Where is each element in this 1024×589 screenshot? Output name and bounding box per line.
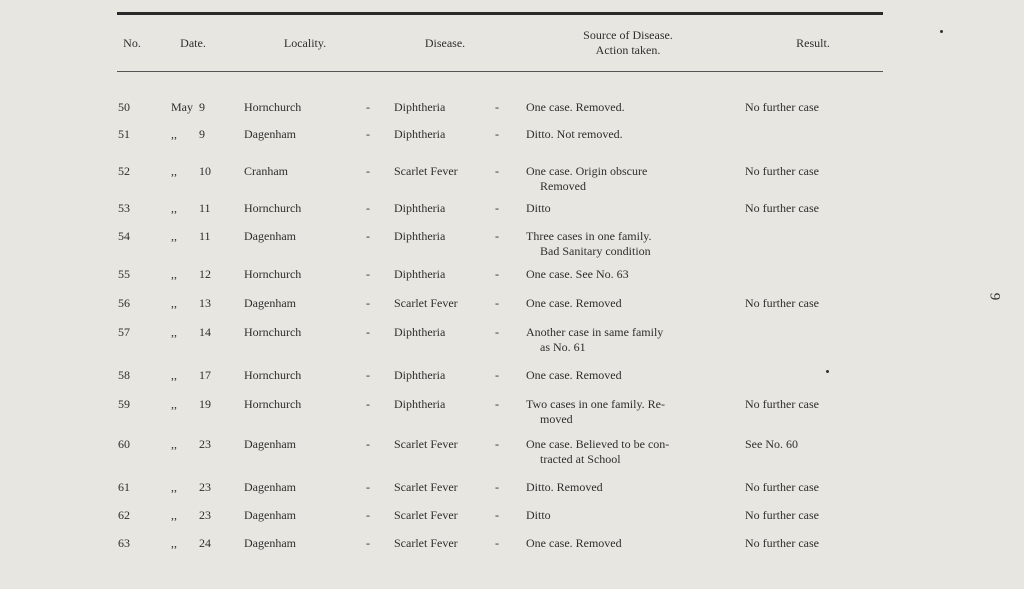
row-locality: Dagenham <box>244 437 296 451</box>
row-disease: Diphtheria <box>394 229 446 243</box>
row-dash: - <box>366 480 370 494</box>
row-day: 17 <box>199 368 211 382</box>
row-date-prefix: ,, <box>171 536 177 550</box>
row-dash: - <box>495 164 499 178</box>
row-dash: - <box>366 100 370 114</box>
row-result: No further case <box>745 508 819 522</box>
row-number: 57 <box>118 325 130 339</box>
row-number: 51 <box>118 127 130 141</box>
row-disease: Scarlet Fever <box>394 536 458 550</box>
row-dash: - <box>366 267 370 281</box>
row-disease: Diphtheria <box>394 325 446 339</box>
row-date-prefix: ,, <box>171 368 177 382</box>
row-locality: Dagenham <box>244 536 296 550</box>
row-source-line2: as No. 61 <box>540 340 586 354</box>
row-number: 56 <box>118 296 130 310</box>
row-dash: - <box>366 437 370 451</box>
row-number: 60 <box>118 437 130 451</box>
row-locality: Hornchurch <box>244 267 302 281</box>
row-source-line2: moved <box>540 412 573 426</box>
row-date-prefix: ,, <box>171 201 177 215</box>
header-date: Date. <box>180 36 206 50</box>
row-locality: Hornchurch <box>244 325 302 339</box>
row-number: 55 <box>118 267 130 281</box>
row-locality: Cranham <box>244 164 288 178</box>
row-source-line1: Ditto <box>526 508 551 522</box>
row-disease: Diphtheria <box>394 127 446 141</box>
row-disease: Scarlet Fever <box>394 508 458 522</box>
row-date-prefix: ,, <box>171 296 177 310</box>
top-rule <box>117 12 883 15</box>
row-locality: Dagenham <box>244 508 296 522</box>
row-dash: - <box>495 229 499 243</box>
row-dash: - <box>495 536 499 550</box>
row-dash: - <box>366 201 370 215</box>
row-day: 24 <box>199 536 211 550</box>
row-result: No further case <box>745 164 819 178</box>
row-dash: - <box>495 296 499 310</box>
row-result: No further case <box>745 536 819 550</box>
row-dash: - <box>495 508 499 522</box>
row-dash: - <box>366 164 370 178</box>
ink-speck <box>940 30 943 33</box>
row-number: 54 <box>118 229 130 243</box>
row-source-line1: One case. Removed <box>526 296 622 310</box>
row-source-line2: Bad Sanitary condition <box>540 244 651 258</box>
row-dash: - <box>495 127 499 141</box>
header-rule <box>117 71 883 72</box>
row-day: 23 <box>199 437 211 451</box>
row-day: 9 <box>199 127 205 141</box>
row-date-prefix: ,, <box>171 480 177 494</box>
row-source-line1: One case. Believed to be con- <box>526 437 670 451</box>
row-source-line2: Removed <box>540 179 586 193</box>
row-dash: - <box>495 437 499 451</box>
row-source-line1: Ditto. Not removed. <box>526 127 623 141</box>
row-day: 10 <box>199 164 211 178</box>
row-disease: Scarlet Fever <box>394 480 458 494</box>
row-disease: Diphtheria <box>394 368 446 382</box>
row-locality: Dagenham <box>244 127 296 141</box>
row-disease: Diphtheria <box>394 267 446 281</box>
row-date-prefix: ,, <box>171 164 177 178</box>
row-day: 11 <box>199 201 211 215</box>
row-source-line1: One case. Removed <box>526 536 622 550</box>
row-date-prefix: ,, <box>171 397 177 411</box>
row-dash: - <box>366 397 370 411</box>
row-disease: Scarlet Fever <box>394 296 458 310</box>
row-number: 61 <box>118 480 130 494</box>
row-date-prefix: May <box>171 100 193 114</box>
row-source-line1: Three cases in one family. <box>526 229 652 243</box>
row-disease: Diphtheria <box>394 397 446 411</box>
row-source-line1: One case. Origin obscure <box>526 164 648 178</box>
row-result: No further case <box>745 100 819 114</box>
row-day: 11 <box>199 229 211 243</box>
row-locality: Hornchurch <box>244 201 302 215</box>
header-source-line2: Action taken. <box>595 43 661 57</box>
row-disease: Diphtheria <box>394 100 446 114</box>
row-disease: Scarlet Fever <box>394 437 458 451</box>
row-dash: - <box>495 201 499 215</box>
row-dash: - <box>366 127 370 141</box>
row-result: See No. 60 <box>745 437 798 451</box>
row-dash: - <box>366 536 370 550</box>
row-dash: - <box>366 508 370 522</box>
row-source-line1: Two cases in one family. Re- <box>526 397 666 411</box>
row-number: 62 <box>118 508 130 522</box>
row-dash: - <box>495 267 499 281</box>
row-dash: - <box>366 368 370 382</box>
row-number: 52 <box>118 164 130 178</box>
row-number: 50 <box>118 100 130 114</box>
row-day: 13 <box>199 296 211 310</box>
row-source-line1: One case. Removed. <box>526 100 625 114</box>
row-source-line1: Another case in same family <box>526 325 664 339</box>
header-source-line1: Source of Disease. <box>583 28 673 42</box>
row-source-line2: tracted at School <box>540 452 621 466</box>
row-dash: - <box>495 325 499 339</box>
row-source-line1: One case. Removed <box>526 368 622 382</box>
row-locality: Dagenham <box>244 480 296 494</box>
row-day: 12 <box>199 267 211 281</box>
row-date-prefix: ,, <box>171 229 177 243</box>
row-locality: Dagenham <box>244 229 296 243</box>
row-result: No further case <box>745 480 819 494</box>
header-locality: Locality. <box>283 36 327 50</box>
row-date-prefix: ,, <box>171 127 177 141</box>
row-dash: - <box>366 296 370 310</box>
row-result: No further case <box>745 397 819 411</box>
header-source <box>548 28 708 58</box>
row-day: 23 <box>199 508 211 522</box>
row-source-line1: Ditto <box>526 201 551 215</box>
row-date-prefix: ,, <box>171 267 177 281</box>
page-number: 9 <box>986 292 1003 301</box>
row-day: 9 <box>199 100 205 114</box>
row-source-line1: One case. See No. 63 <box>526 267 629 281</box>
header-disease: Disease. <box>424 36 466 50</box>
row-date-prefix: ,, <box>171 437 177 451</box>
row-date-prefix: ,, <box>171 325 177 339</box>
row-dash: - <box>495 100 499 114</box>
row-number: 63 <box>118 536 130 550</box>
row-source-line1: Ditto. Removed <box>526 480 603 494</box>
row-locality: Dagenham <box>244 296 296 310</box>
header-result: Result. <box>796 36 830 50</box>
row-dash: - <box>495 480 499 494</box>
row-dash: - <box>366 229 370 243</box>
row-day: 19 <box>199 397 211 411</box>
row-day: 14 <box>199 325 211 339</box>
row-number: 59 <box>118 397 130 411</box>
row-date-prefix: ,, <box>171 508 177 522</box>
header-no: No. <box>123 36 141 50</box>
row-dash: - <box>366 325 370 339</box>
row-number: 58 <box>118 368 130 382</box>
row-disease: Scarlet Fever <box>394 164 458 178</box>
row-number: 53 <box>118 201 130 215</box>
ink-speck <box>826 370 829 373</box>
row-dash: - <box>495 397 499 411</box>
row-locality: Hornchurch <box>244 368 302 382</box>
row-dash: - <box>495 368 499 382</box>
row-locality: Hornchurch <box>244 100 302 114</box>
row-result: No further case <box>745 296 819 310</box>
row-disease: Diphtheria <box>394 201 446 215</box>
row-locality: Hornchurch <box>244 397 302 411</box>
row-result: No further case <box>745 201 819 215</box>
row-day: 23 <box>199 480 211 494</box>
